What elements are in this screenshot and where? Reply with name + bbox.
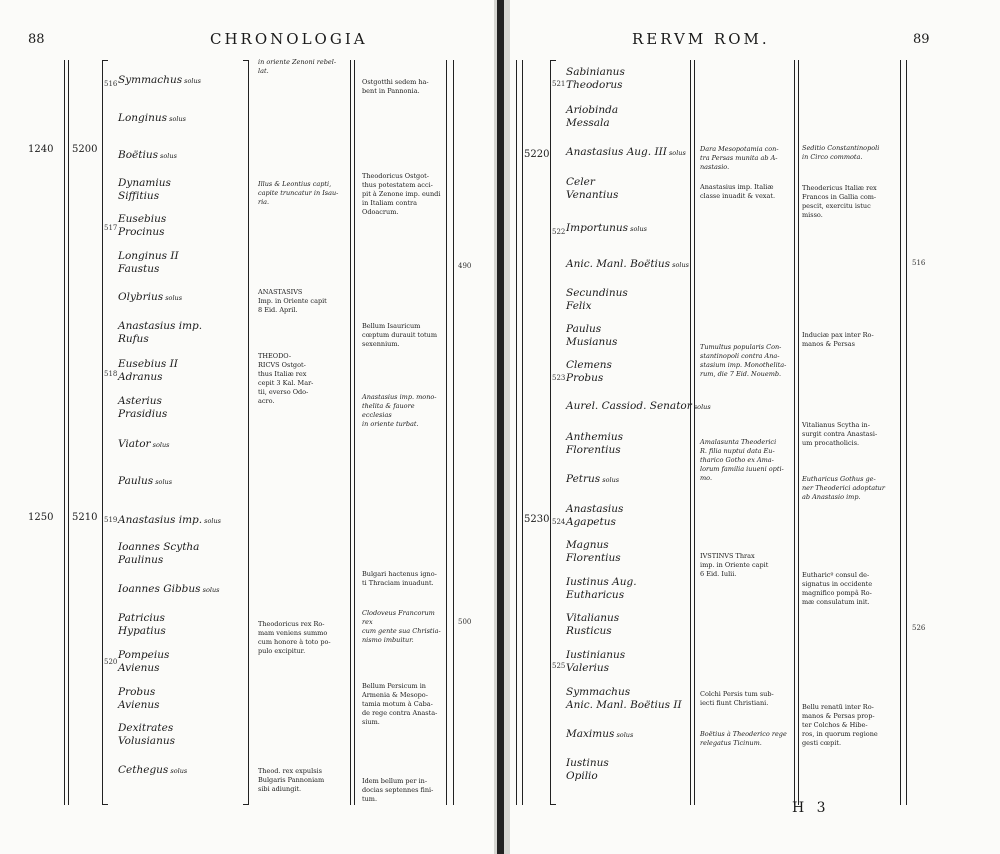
consul-name-line: Adranus [118, 371, 163, 383]
consul-entry [118, 250, 179, 276]
east-event: Theod. rex expulsis Bulgaris Pannoniam sibi adiungit. [258, 767, 325, 793]
consul-entry [566, 287, 628, 313]
consul-suffix: solus [691, 403, 711, 411]
year-number: 517 [104, 224, 118, 232]
page-number: 89 [913, 32, 930, 47]
consul-name-line: Anic. Manl. Boëtius solus [566, 258, 689, 270]
consul-name-line: Longinus solus [118, 112, 186, 124]
left-page [0, 0, 494, 854]
consul-entry [118, 149, 177, 163]
consul-name-line: Sabinianus [566, 66, 625, 78]
east-event: ANASTASIVS Imp. in Oriente capit 8 Eid. April. [258, 288, 327, 314]
west-event: Induciæ pax inter Ro- manos & Persas [802, 331, 874, 348]
consul-entry [566, 222, 647, 236]
consul-entry [566, 323, 617, 349]
consul-name-line: Importunus solus [566, 222, 647, 234]
consul-name-line: Ioannes Gibbus solus [118, 583, 220, 595]
consul-name-line: Faustus [118, 263, 160, 275]
consul-entry [118, 649, 169, 675]
consul-entry [118, 438, 170, 452]
consul-name-line: Avienus [118, 699, 160, 711]
column-rule [453, 60, 454, 805]
consul-name-line: Paulus solus [118, 475, 173, 487]
consul-entry [118, 395, 167, 421]
consul-entry [118, 514, 221, 528]
consul-name-line: Secundinus [566, 287, 628, 299]
consul-name-line: Opilio [566, 770, 598, 782]
consul-name-line: Boëtius solus [118, 149, 177, 161]
east-event: Colchi Persis tum sub- iecti fiunt Christiani. [700, 690, 774, 707]
consul-suffix: solus [628, 225, 647, 233]
consul-name-line: Avienus [118, 662, 160, 674]
consul-name-line: Asterius [118, 395, 162, 407]
world-year: 5210 [72, 512, 98, 523]
consul-name-line: Eutharicus [566, 589, 625, 601]
consul-name-line: Volusianus [118, 735, 175, 747]
consul-name-line: Magnus [566, 539, 609, 551]
west-event: Idem bellum per in- docias septennes fini- tum. [362, 777, 434, 803]
consul-name-line: Eusebius [118, 213, 167, 225]
year-number: 521 [552, 80, 566, 88]
year-number: 522 [552, 228, 566, 236]
consul-entry [118, 583, 219, 597]
consul-name-line: Viator solus [118, 438, 170, 450]
consul-name-line: Valerius [566, 662, 609, 674]
consul-entry [566, 258, 689, 272]
consul-name-line: Iustinianus [566, 649, 626, 661]
column-rule [64, 60, 65, 805]
consul-name-line: Iustinus Aug. [566, 576, 637, 588]
consul-name-line: Paulus [566, 323, 602, 335]
consul-entry [118, 475, 172, 489]
year-number: 519 [104, 516, 118, 524]
consul-entry [118, 320, 202, 346]
consul-entry [118, 541, 199, 567]
column-rule [690, 60, 691, 805]
consul-suffix: solus [614, 731, 634, 739]
consul-name-line: Ariobinda [566, 104, 619, 116]
consul-name-line: Vitalianus [566, 612, 620, 624]
page-heading: CHRONOLOGIA [210, 30, 368, 48]
consul-suffix: solus [168, 767, 188, 775]
west-event: Seditio Constantinopoli in Circo commota. [802, 144, 880, 161]
consul-suffix: solus [150, 441, 170, 449]
consul-entry [566, 649, 625, 675]
column-rule [694, 60, 695, 805]
west-event: Bellum Isauricum cœptum durauit totum sexennium. [362, 322, 438, 348]
consul-name-line: Maximus solus [566, 728, 634, 740]
consul-entry [566, 176, 618, 202]
column-rule [550, 60, 551, 805]
world-year: 5220 [524, 149, 550, 160]
year-number: 520 [104, 658, 118, 666]
east-event: Dara Mesopotamia con- tra Persas munita ab A- nastasio. [700, 145, 779, 171]
consul-entry [118, 177, 171, 203]
consul-suffix: solus [666, 149, 686, 157]
west-event: Ostgotthi sedem ha- bent in Pannonia. [362, 78, 429, 95]
east-event: THEODO- RICVS Ostgot- thus Italiæ rex cepit 3 Kal. Mar- tii, everso Odo- acro. [258, 352, 314, 405]
column-rule [906, 60, 907, 805]
year-number: 518 [104, 370, 118, 378]
consul-name-line: Longinus II [118, 250, 179, 262]
page-heading: RERVM ROM. [632, 30, 770, 48]
consul-name-line: Felix [566, 300, 592, 312]
consul-entry [566, 431, 623, 457]
consul-name-line: Pompeius [118, 649, 170, 661]
consul-name-line: Anastasius [566, 503, 624, 515]
margin-year: 500 [458, 618, 472, 626]
consul-name-line: Anastasius imp. solus [118, 514, 222, 526]
west-event: Bulgari hactenus igno- ti Thraciam inuadunt. [362, 570, 437, 587]
consul-name-line: Probus [118, 686, 156, 698]
consul-entry [566, 66, 625, 92]
column-rule [900, 60, 901, 805]
column-rule [102, 60, 103, 805]
consul-name-line: Anthemius [566, 431, 624, 443]
west-event: Bellu renatũ inter Ro- manos & Persas prop- ter Colchos & Hibe- ros, in quorum regione gesti cœpit. [802, 703, 878, 747]
consul-suffix: solus [182, 77, 202, 85]
west-event: Bellum Persicum in Armenia & Mesopo- tamia motum à Caba- de rege contra Anasta- sium. [362, 682, 438, 726]
consul-entry [566, 612, 619, 638]
consul-name-line: Aurel. Cassiod. Senator solus [566, 400, 711, 412]
page-number: 88 [28, 32, 45, 47]
consul-suffix: solus [157, 152, 177, 160]
right-page [510, 0, 1000, 854]
era-year: 1240 [28, 144, 54, 155]
consul-entry [118, 764, 187, 778]
consul-entry [566, 757, 609, 783]
east-event: Theodoricus rex Ro- mam veniens summo cum honore à toto po- pulo excipitur. [258, 620, 331, 655]
consul-name-line: Florentius [566, 444, 621, 456]
column-rule [794, 60, 795, 805]
consul-entry [566, 503, 623, 529]
east-event: in oriente Zenoni rebel- lat. [258, 58, 337, 75]
consul-name-line: Patricius [118, 612, 165, 624]
consul-entry [118, 722, 175, 748]
year-number: 516 [104, 80, 118, 88]
east-event: Boëtius à Theoderico rege relegatus Ticinum. [700, 730, 787, 747]
consul-suffix: solus [600, 476, 620, 484]
consul-name-line: Clemens [566, 359, 612, 371]
consul-entry [118, 291, 182, 305]
west-event: Eutharicº consul de- signatus in occidente magnifico pompâ Ro- mæ consulatum init. [802, 571, 873, 606]
consul-entry [118, 686, 160, 712]
consul-name-line: Dexitrates [118, 722, 174, 734]
consul-entry [566, 473, 619, 487]
consul-name-line: Musianus [566, 336, 618, 348]
consul-suffix: solus [153, 478, 173, 486]
west-event: Theodoricus Ostgot- thus potestatem acci- pit à Zenone imp. eundi in Italiam contra Odoacrum. [362, 172, 441, 216]
consul-name-line: Probus [566, 372, 604, 384]
consul-name-line: Anastasius Aug. III solus [566, 146, 686, 158]
west-event: Clodoveus Francorum rex cum gente sua Christia- nismo imbuitur. [362, 609, 441, 644]
margin-year: 490 [458, 262, 472, 270]
consul-name-line: Prasidius [118, 408, 168, 420]
year-number: 525 [552, 662, 566, 670]
consul-name-line: Venantius [566, 189, 619, 201]
consul-name-line: Cethegus solus [118, 764, 188, 776]
consul-name-line: Anic. Manl. Boëtius II [566, 699, 682, 711]
consul-name-line: Petrus solus [566, 473, 620, 485]
consul-name-line: Florentius [566, 552, 621, 564]
consul-name-line: Symmachus [566, 686, 631, 698]
consul-name-line: Anastasius imp. [118, 320, 203, 332]
consul-suffix: solus [200, 586, 220, 594]
west-event: Vitalianus Scytha in- surgit contra Anastasi- um procatholicis. [802, 421, 878, 447]
book-gutter [494, 0, 510, 854]
east-event: Amalasunta Theoderici R. filia nuptui data Eu- tharico Gotho ex Ama- lorum familia iuueni opti- mo. [700, 438, 784, 482]
consul-name-line: Iustinus [566, 757, 609, 769]
consul-suffix: solus [163, 294, 183, 302]
consul-name-line: Siffitius [118, 190, 160, 202]
year-number: 523 [552, 374, 566, 382]
column-rule [798, 60, 799, 805]
column-rule [522, 60, 523, 805]
consul-name-line: Ioannes Scytha [118, 541, 200, 553]
consul-entry [118, 612, 166, 638]
column-rule [446, 60, 447, 805]
east-event: IVSTINVS Thrax imp. in Oriente capit 6 Eid. Iulii. [700, 552, 769, 578]
year-number: 524 [552, 518, 566, 526]
consul-entry [566, 686, 682, 712]
consul-entry [566, 576, 637, 602]
world-year: 5230 [524, 514, 550, 525]
consul-name-line: Olybrius solus [118, 291, 183, 303]
consul-entry [566, 400, 711, 414]
consul-name-line: Rufus [118, 333, 149, 345]
consul-entry [118, 112, 186, 126]
consul-name-line: Celer [566, 176, 595, 188]
consul-name-line: Rusticus [566, 625, 612, 637]
consul-entry [118, 74, 201, 88]
margin-year: 526 [912, 624, 926, 632]
consul-entry [566, 146, 686, 160]
consul-name-line: Hypatius [118, 625, 166, 637]
column-rule [516, 60, 517, 805]
consul-name-line: Messala [566, 117, 610, 129]
consul-name-line: Paulinus [118, 554, 164, 566]
consul-suffix: solus [202, 517, 222, 525]
consul-name-line: Dynamius [118, 177, 171, 189]
column-rule [248, 60, 249, 805]
consul-entry [118, 213, 166, 239]
west-event: Eutharicus Gothus ge- ner Theoderici adoptatur ab Anastasio imp. [802, 475, 885, 501]
east-event: Tumultus popularis Con- stantinopoli contra Ana- stasium imp. Monothelita- rum, die 7 Eid. Nouemb. [700, 343, 787, 378]
era-year: 1250 [28, 512, 54, 523]
consul-entry [566, 359, 612, 385]
consul-entry [118, 358, 178, 384]
column-rule [350, 60, 351, 805]
column-rule [68, 60, 69, 805]
world-year: 5200 [72, 144, 98, 155]
west-event: Theodericus Italiæ rex Francos in Gallia com- pescit, exercitu istuc misso. [802, 184, 877, 219]
margin-year: 516 [912, 259, 926, 267]
east-event: Anastasius imp. Italiæ classe inuadit & vexat. [700, 183, 776, 200]
consul-suffix: solus [670, 261, 689, 269]
west-event: Anastasius imp. mono- thelita & fauore ecclesias in oriente turbat. [362, 393, 437, 428]
consul-name-line: Theodorus [566, 79, 623, 91]
consul-entry [566, 104, 618, 130]
consul-name-line: Eusebius II [118, 358, 178, 370]
east-event: Illus & Leontius capti, capite truncatur in Isau- ria. [258, 180, 339, 206]
consul-name-line: Symmachus solus [118, 74, 202, 86]
consul-name-line: Agapetus [566, 516, 616, 528]
column-rule [354, 60, 355, 805]
signature-mark: H 3 [792, 800, 830, 816]
consul-entry [566, 728, 633, 742]
consul-suffix: solus [167, 115, 186, 123]
consul-name-line: Procinus [118, 226, 165, 238]
consul-entry [566, 539, 621, 565]
